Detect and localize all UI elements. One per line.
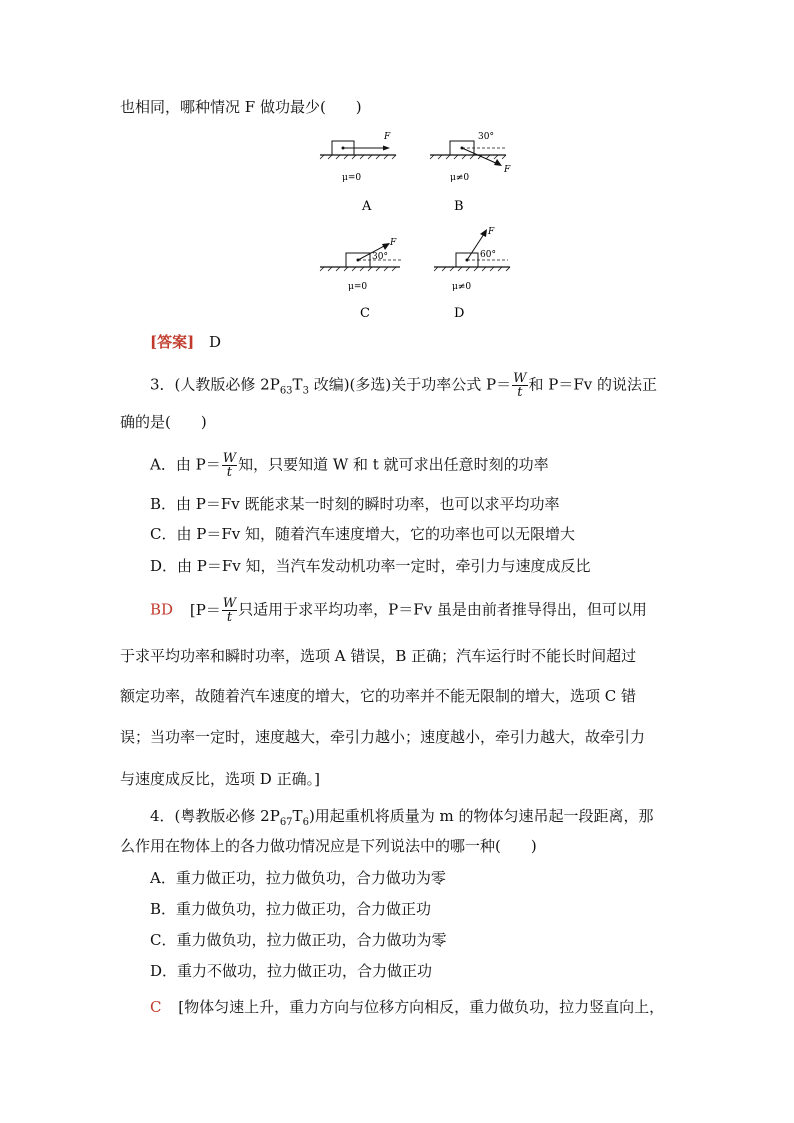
figure-b-angle: 30° [478,132,494,142]
figure-c-angle: 30° [372,252,388,262]
q3-option-c: C．由 P＝Fv 知，随着汽车速度增大，它的功率也可以无限增大 [150,525,575,543]
q4-option-c: C．重力做负功，拉力做正功，合力做功为零 [150,931,447,949]
q3-answer-line5: 与速度成反比，选项 D 正确。] [120,770,320,788]
figure-c-mu: μ=0 [348,282,368,292]
figure-d-force: F [488,227,495,237]
figure-b-mu: μ≠0 [450,173,470,183]
figure-c-letter: C [360,306,370,321]
q3-answer-line4: 误；当功率一定时，速度越大，牵引力越小；速度越小，牵引力越大，故牵引力 [120,728,646,746]
q3-option-a: A．由 P＝ $\frac{W}{t}$ 知，只要知道 W 和 t 就可求出任意时刻的功率 [150,451,549,480]
figure-a [318,128,398,213]
q3-answer-line2: 于求平均功率和瞬时功率，选项 A 错误，B 正确；汽车运行时不能长时间超过 [120,647,637,665]
q2-stem-tail: 也相同，哪种情况 F 做功最少( ) [120,98,362,116]
figure-d [432,222,522,323]
figure-d-letter: D [454,306,465,321]
figure-b-force: F [504,165,511,175]
q3-option-b: B．由 P＝Fv 既能求某一时刻的瞬时功率，也可以求平均功率 [150,495,560,513]
answer-label: [答案] [150,333,195,351]
figure-d-angle: 60° [480,250,496,260]
figure-c [318,233,408,323]
q3-answer-letters: BD [150,600,174,619]
q3-stem-line1: 3．(人教版必修 $2P_{63}T_3$ 改编)(多选)关于功率公式 P＝ $\frac{W}{t}$ 和 P＝Fv 的说法正 [150,371,658,400]
q4-option-a: A．重力做正功，拉力做负功，合力做功为零 [150,869,446,887]
power-fraction: $\frac{W}{t}$ [513,371,527,400]
q3-answer-line1: BD [P＝ $\frac{W}{t}$ 只适用于求平均功率，P＝Fv 虽是由前者推导得出，但可以用 [150,596,647,625]
figure-b [428,128,528,213]
figure-a-mu: μ=0 [342,173,362,183]
figure-a-force: F [384,132,391,142]
q3-answer-line3: 额定功率，故随着汽车速度的增大，它的功率并不能无限制的增大，选项 C 错 [120,687,637,705]
figure-b-letter: B [454,199,464,213]
q4-answer: C [物体匀速上升，重力方向与位移方向相反，重力做负功，拉力竖直向上， [150,998,665,1016]
answer-value: D [208,333,222,351]
q3-option-d: D．由 P＝Fv 知，当汽车发动机功率一定时，牵引力与速度成反比 [150,557,591,575]
figure-d-mu: μ≠0 [452,282,472,292]
q4-option-b: B．重力做负功，拉力做正功，合力做正功 [150,900,432,918]
q3-stem-line2: 确的是( ) [120,413,207,431]
figure-a-letter: A [362,199,372,213]
q4-stem-line2: 么作用在物体上的各力做功情况应是下列说法中的哪一种( ) [120,837,537,855]
q2-answer [150,332,221,352]
figure-c-force: F [390,238,397,248]
q4-option-d: D．重力不做功，拉力做正功，合力做正功 [150,962,433,980]
q4-stem-line1: 4．(粤教版必修 $2P_{67}T_6$)用起重机将质量为 m 的物体匀速吊起一段距离，那 [150,807,654,828]
q4-answer-letter: C [150,998,162,1016]
